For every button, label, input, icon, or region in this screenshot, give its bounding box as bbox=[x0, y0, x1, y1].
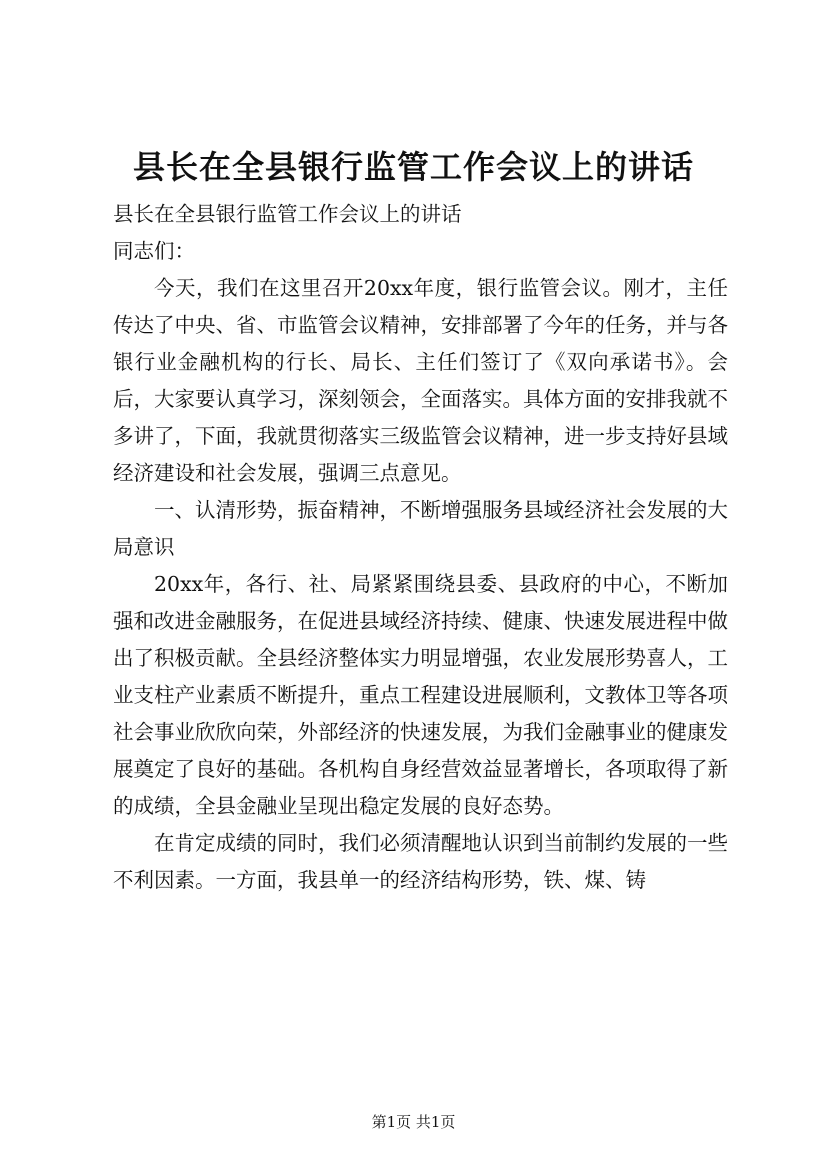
paragraph-challenges: 在肯定成绩的同时，我们必须清醒地认识到当前制约发展的一些不利因素。一方面，我县单一的经济结构形势，铁、煤、铸 bbox=[113, 831, 728, 892]
paragraph-achievements: 20xx年，各行、社、局紧紧围绕县委、县政府的中心，不断加强和改进金融服务，在促进县域经济持续、健康、快速发展进程中做出了积极贡献。全县经济整体实力明显增强，农业发展形势喜人，工业支柱产业素质不断提升，重点工程建设进展顺利，文教体卫等各项社会事业欣欣向荣，外部经济的快速发展，为我们金融事业的健康发展奠定了良好的基础。各机构自身经营效益显著增长，各项取得了新的成绩，全县金融业呈现出稳定发展的良好态势。 bbox=[113, 572, 728, 818]
page-footer: 第1页 共1页 bbox=[371, 1113, 456, 1131]
document-title: 县长在全县银行监管工作会议上的讲话 bbox=[132, 148, 694, 186]
paragraph-intro: 今天，我们在这里召开20xx年度，银行监管会议。刚才，主任传达了中央、省、市监管会议精神，安排部署了今年的任务，并与各银行业金融机构的行长、局长、主任们签订了《双向承诺书》。会后，大家要认真学习，深刻领会，全面落实。具体方面的安排我就不多讲了，下面，我就贯彻落实三级监管会议精神，进一步支持好县域经济建设和社会发展，强调三点意见。 bbox=[113, 276, 728, 485]
section-heading-1: 一、认清形势，振奋精神，不断增强服务县域经济社会发展的大局意识 bbox=[113, 498, 728, 559]
document-body bbox=[113, 196, 728, 899]
salutation: 同志们： bbox=[113, 239, 195, 263]
document-subtitle: 县长在全县银行监管工作会议上的讲话 bbox=[113, 202, 462, 226]
